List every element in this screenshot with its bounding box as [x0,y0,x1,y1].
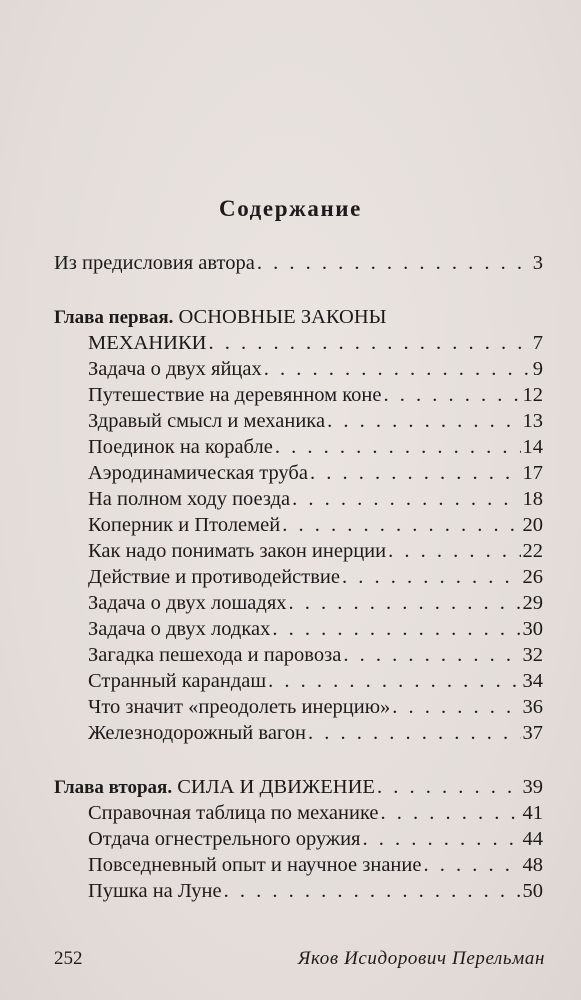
toc-entry-page: 13 [522,410,543,432]
toc-entry[interactable] [88,486,543,512]
toc-entry-page: 9 [532,358,543,380]
toc-entry-page: 3 [532,252,543,274]
toc-entry-page: 12 [522,384,543,406]
toc-heading: Содержание [219,196,362,221]
toc-entry-title: Аэродинамическая труба [88,462,308,484]
toc-entry-page: 26 [522,566,543,588]
toc-entry-page: 50 [522,880,543,902]
toc-entry-title: Коперник и Птолемей [88,514,281,536]
leader-dots [282,512,520,538]
toc-entry-title: Отдача огнестрельного оружия [88,828,361,850]
toc-entry-page: 22 [522,540,543,562]
leader-dots [392,694,520,720]
toc-entry[interactable] [88,538,543,564]
toc-entry-page: 17 [522,462,543,484]
toc-entry[interactable] [88,826,543,852]
leader-dots [272,616,520,642]
toc-entry-page: 34 [522,670,543,692]
toc-entry-title: Путешествие на деревянном коне [88,384,382,406]
leader-dots [268,668,520,694]
toc-entry[interactable] [88,434,543,460]
leader-dots [308,720,520,746]
page-number: 252 [54,948,83,969]
leader-dots [384,382,521,408]
toc-entry[interactable] [88,694,543,720]
leader-dots [208,330,530,356]
leader-dots [423,852,520,878]
toc-entry-title: Загадка пешехода и паровоза [88,644,342,666]
toc-entry[interactable] [88,382,543,408]
toc-entry-title: Странный карандаш [88,670,267,692]
toc-entry-title: Задача о двух лошадях [88,592,287,614]
toc-entry-title: Задача о двух яйцах [88,358,262,380]
toc-entry-title: На полном ходу поезда [88,488,291,510]
chapter-title-cont: МЕХАНИКИ [88,332,207,354]
toc-entry[interactable] [88,356,543,382]
leader-dots [381,800,521,826]
toc-entry-page: 32 [522,644,543,666]
toc-entry-title: Железнодорожный вагон [88,722,307,744]
toc-entry-title: Действие и противодействие [88,566,340,588]
leader-dots [342,564,521,590]
chapter-title: ОСНОВНЫЕ ЗАКОНЫ [178,306,387,328]
toc-entry-title: Как надо понимать закон инерции [88,540,387,562]
leader-dots [292,486,520,512]
leader-dots [377,774,521,800]
toc-entry-title: Поединок на корабле [88,436,273,458]
toc-entry-page: 37 [522,722,543,744]
toc-entry[interactable] [88,590,543,616]
toc-entry-page: 39 [522,776,543,798]
toc-entry-page: 14 [522,436,543,458]
toc-entry-title: Здравый смысл и механика [88,410,326,432]
toc-entry-title: Что значит «преодолеть инерцию» [88,696,391,718]
toc-entry-page: 48 [522,854,543,876]
toc-entry-title: Справочная таблица по механике [88,802,379,824]
toc-entry-page: 36 [522,696,543,718]
leader-dots [388,538,520,564]
toc-entry[interactable] [88,408,543,434]
toc-entry[interactable] [88,642,543,668]
leader-dots [362,826,520,852]
toc-entry-page: 7 [532,332,543,354]
leader-dots [257,250,531,276]
toc-entry-page: 30 [522,618,543,640]
toc-entry[interactable] [88,720,543,746]
toc-entry[interactable] [88,616,543,642]
chapter-title: СИЛА И ДВИЖЕНИЕ [177,776,375,798]
running-footer-author: Яков Исидорович Перельман [297,948,545,969]
leader-dots [224,878,521,904]
toc-entry-preface[interactable] [54,250,543,276]
toc-entry-title: Повседневный опыт и научное знание [88,854,422,876]
chapter-2-heading[interactable] [54,774,543,801]
leader-dots [264,356,531,382]
chapter-label: Глава первая. [54,307,174,328]
chapter-1-heading[interactable] [54,304,387,331]
toc-entry-title: Задача о двух лодках [88,618,271,640]
toc-entry-title: Пушка на Луне [88,880,222,902]
toc-entry[interactable] [88,800,543,826]
toc-entry-page: 20 [522,514,543,536]
leader-dots [289,590,521,616]
chapter-1-heading-cont[interactable] [88,330,543,356]
toc-entry[interactable] [88,852,543,878]
toc-entry[interactable] [88,460,543,486]
leader-dots [343,642,520,668]
toc-entry-title: Из предисловия автора [54,252,255,274]
toc-entry[interactable] [88,878,543,904]
toc-entry-page: 44 [522,828,543,850]
leader-dots [275,434,521,460]
leader-dots [327,408,520,434]
toc-entry-page: 18 [522,488,543,510]
toc-entry-page: 29 [522,592,543,614]
toc-entry[interactable] [88,512,543,538]
leader-dots [310,460,521,486]
chapter-label: Глава вторая. [54,777,173,798]
toc-entry[interactable] [88,668,543,694]
toc-entry-page: 41 [522,802,543,824]
toc-entry[interactable] [88,564,543,590]
